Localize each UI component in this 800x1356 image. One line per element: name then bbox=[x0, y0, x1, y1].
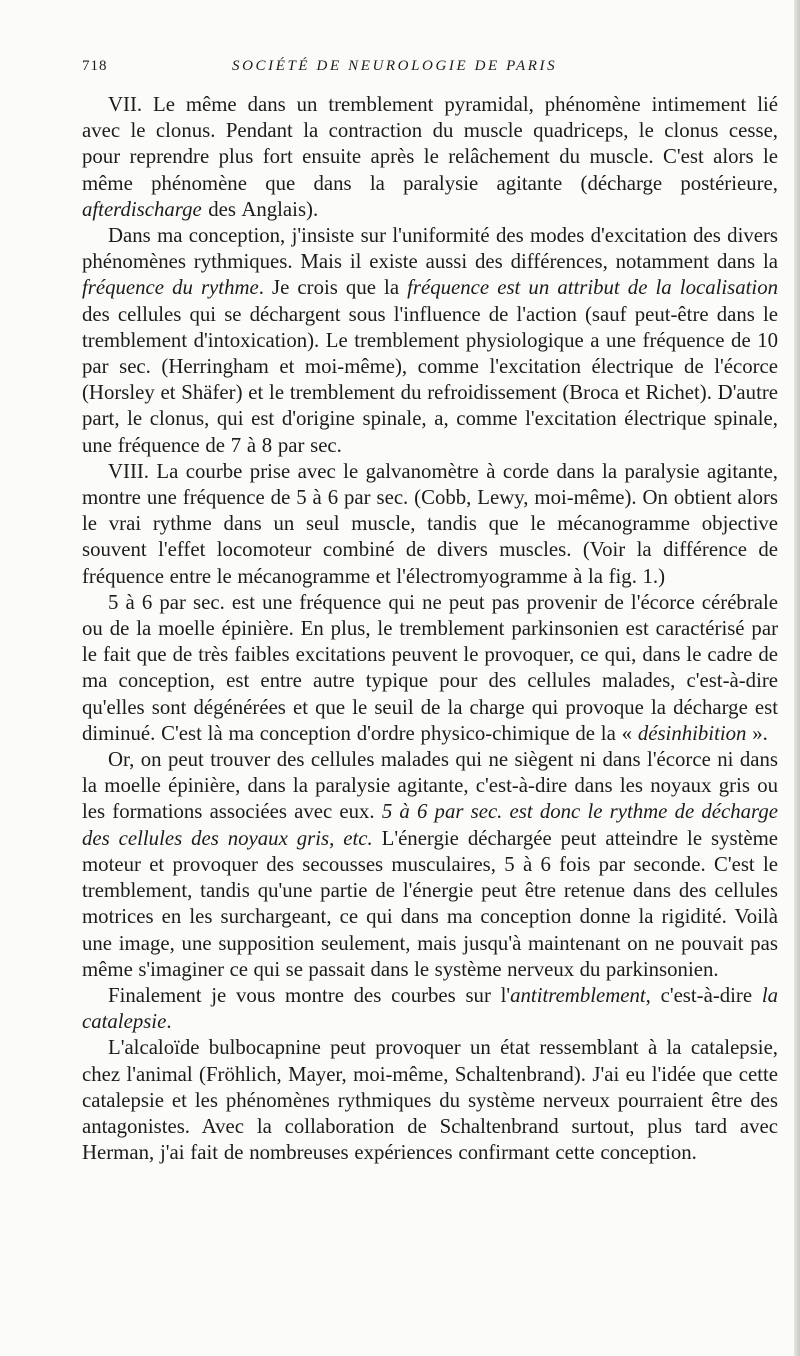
paragraph-antitremblement: Finalement je vous montre des courbes sur l'antitremblement, c'est-à-dire la catalepsie. bbox=[82, 983, 778, 1034]
paragraph-noyaux-gris: Or, on peut trouver des cellules malades qui ne siègent ni dans l'écorce ni dans la moelle épinière, dans la paralysie agitante, c'est-à-dire dans les noyaux gris ou les formations associées avec eux. 5 à 6 par sec. est donc le rythme de décharge des cellules des noyaux gris, etc. L'énergie déchargée peut atteindre le système moteur et provoquer des secousses musculaires, 5 à 6 fois par seconde. C'est le tremblement, tandis qu'une partie de l'énergie peut être retenue dans des cellules motrices en les surchargeant, ce qui dans ma conception donne la rigidité. Voilà une image, une supposition seulement, mais jusqu'à maintenant on ne pouvait pas même s'imaginer ce qui se passait dans le système nerveux du parkinsonien. bbox=[82, 748, 779, 981]
paragraph-bulbocapnine: L'alcaloïde bulbocapnine peut provoquer un état ressemblant à la catalepsie, chez l'animal (Fröhlich, Mayer, moi-même, Schaltenbrand). J'ai eu l'idée que cette catalepsie et les phénomènes rythmiques du système nerveux pourraient être des antagonistes. Avec la collaboration de Schaltenbrand surtout, plus tard avec Herman, j'ai fait de nombreuses expériences confirmant cette conception. bbox=[82, 1036, 778, 1165]
page-edge bbox=[794, 0, 800, 1356]
paragraph-vii: VII. Le même dans un tremblement pyramidal, phénomène intimement lié avec le clonus. Pendant la contraction du muscle quadriceps, le clonus cesse, pour reprendre plus fort ensuite après le relâchement du muscle. C'est alors le même phénomène que dans la paralysie agitante (décharge postérieure, afterdischarge des Anglais). bbox=[82, 93, 778, 221]
paragraph-frequence: 5 à 6 par sec. est une fréquence qui ne peut pas provenir de l'écorce cérébrale ou de la moelle épinière. En plus, le tremblement parkinsonien est caractérisé par le fait que de très faibles excitations peuvent le provoquer, ce qui, dans le cadre de ma conception, est entre autre typique pour des cellules malades, c'est-à-dire qu'elles sont dégénérées et que le seuil de la charge qui provoque la décharge est diminué. C'est là ma conception d'ordre physico-chimique de la « désinhibition ». bbox=[82, 590, 778, 745]
paragraph-rythmes: Dans ma conception, j'insiste sur l'uniformité des modes d'excitation des divers phénomènes rythmiques. Mais il existe aussi des différences, notamment dans la fréquence du rythme. Je crois que la fréquence est un attribut de la localisation des cellules qui se déchargent sous l'influence de l'action (sauf peut-être dans le tremblement d'intoxication). Le tremblement physiologique a une fréquence de 10 par sec. (Herringham et moi-même), comme l'excitation électrique de l'écorce (Horsley et Shäfer) et le tremblement du refroidissement (Broca et Richet). D'autre part, le clonus, qui est d'origine spinale, a, comme l'excitation électrique spinale, une fréquence de 7 à 8 par sec. bbox=[82, 224, 778, 457]
running-head: SOCIÉTÉ DE NEUROLOGIE DE PARIS bbox=[232, 58, 558, 74]
page-number: 718 bbox=[82, 58, 108, 74]
page-header bbox=[82, 58, 778, 92]
paragraph-viii: VIII. La courbe prise avec le galvanomètre à corde dans la paralysie agitante, montre une fréquence de 5 à 6 par sec. (Cobb, Lewy, moi-même). On obtient alors le vrai rythme dans un seul muscle, tandis que le mécanogramme objective souvent l'effet locomoteur combiné de divers muscles. (Voir la différence de fréquence entre le mécanogramme et l'électromyogramme à la fig. 1.) bbox=[82, 459, 778, 588]
